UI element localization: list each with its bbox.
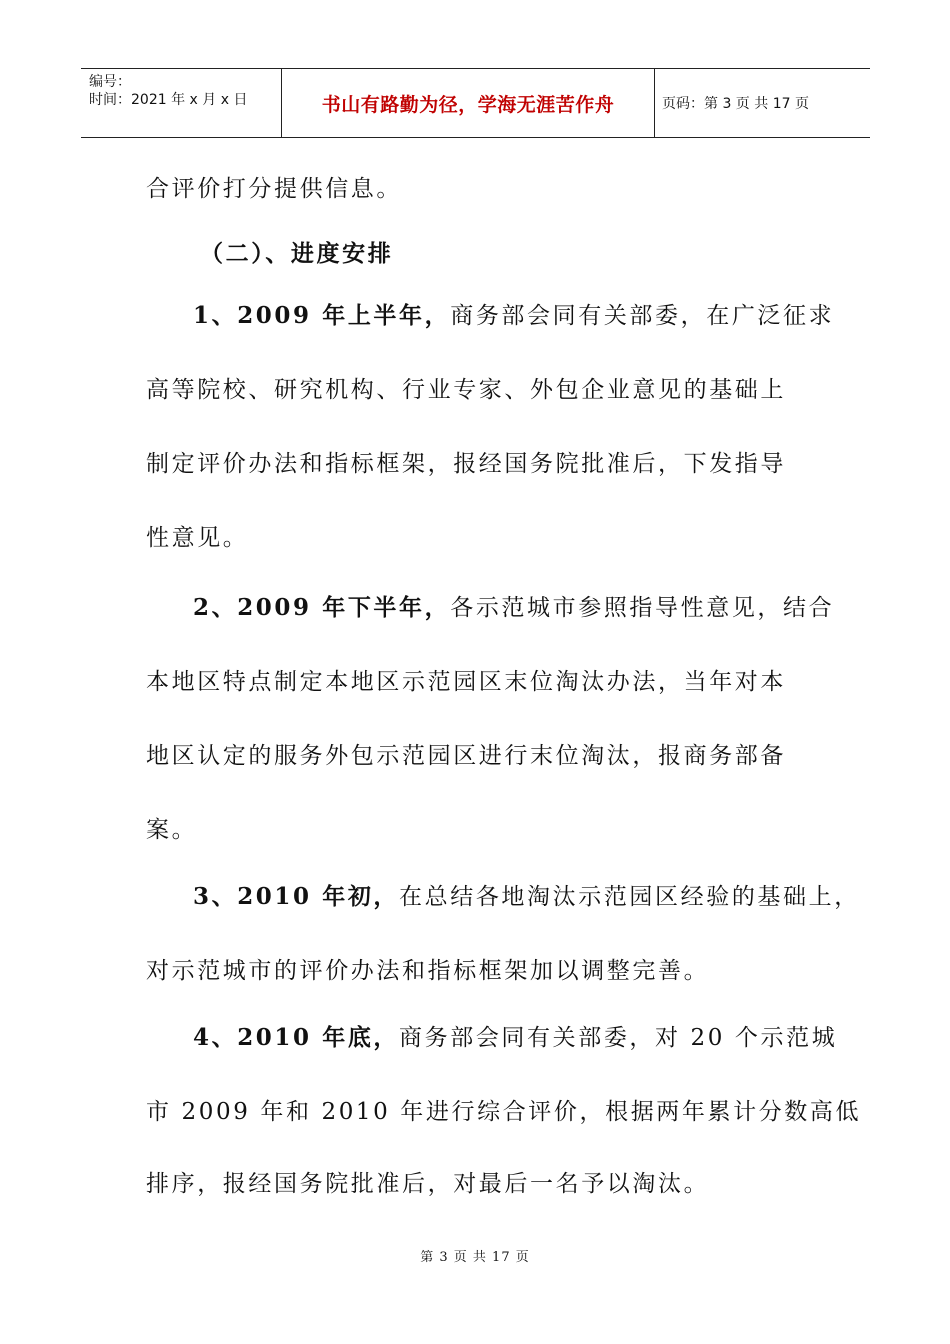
header-number-label: 编号： xyxy=(89,74,131,90)
body-line: 合评价打分提供信息。 xyxy=(146,176,402,202)
item-2-rest: 各示范城市参照指导性意见，结合 xyxy=(450,595,835,621)
item-4-first-line xyxy=(193,1019,837,1052)
header-page-info: 页码：第 3 页 共 17 页 xyxy=(662,96,809,112)
item-1-line-4: 性意见。 xyxy=(146,525,249,551)
item-1-line-3: 制定评价办法和指标框架，报经国务院批准后，下发指导 xyxy=(146,451,786,477)
header-motto: 书山有路勤为径，学海无涯苦作舟 xyxy=(321,93,615,116)
item-1-lead: 1、2009 年上半年， xyxy=(193,302,451,329)
item-1-line-2: 高等院校、研究机构、行业专家、外包企业意见的基础上 xyxy=(146,377,786,403)
item-3-lead: 3、2010 年初， xyxy=(193,883,400,910)
item-3-first-line xyxy=(193,878,860,911)
item-3-line-2: 对示范城市的评价办法和指标框架加以调整完善。 xyxy=(146,958,710,984)
item-2-line-3: 地区认定的服务外包示范园区进行末位淘汰，报商务部备 xyxy=(146,743,786,769)
item-2-line-2: 本地区特点制定本地区示范园区末位淘汰办法，当年对本 xyxy=(146,669,786,695)
item-1-rest: 商务部会同有关部委，在广泛征求 xyxy=(450,303,835,329)
document-header xyxy=(81,68,870,138)
page-footer: 第 3 页 共 17 页 xyxy=(420,1250,530,1265)
item-4-line-2: 市 2009 年和 2010 年进行综合评价，根据两年累计分数高低 xyxy=(146,1099,862,1125)
item-1-first-line xyxy=(193,297,834,330)
item-2-lead: 2、2009 年下半年， xyxy=(193,594,451,621)
item-4-line-3: 排序，报经国务院批准后，对最后一名予以淘汰。 xyxy=(146,1171,710,1197)
item-3-rest: 在总结各地淘汰示范园区经验的基础上， xyxy=(399,884,860,910)
header-page-cell xyxy=(654,69,870,137)
header-motto-cell xyxy=(281,69,655,137)
item-2-first-line xyxy=(193,589,834,622)
header-meta xyxy=(81,69,281,137)
section-heading: （二）、进度安排 xyxy=(200,240,394,267)
header-date-label: 时间：2021 年 x 月 x 日 xyxy=(89,92,248,108)
item-2-line-4: 案。 xyxy=(146,817,198,843)
item-4-lead: 4、2010 年底， xyxy=(193,1024,400,1051)
item-4-rest: 商务部会同有关部委，对 20 个示范城 xyxy=(399,1025,838,1051)
